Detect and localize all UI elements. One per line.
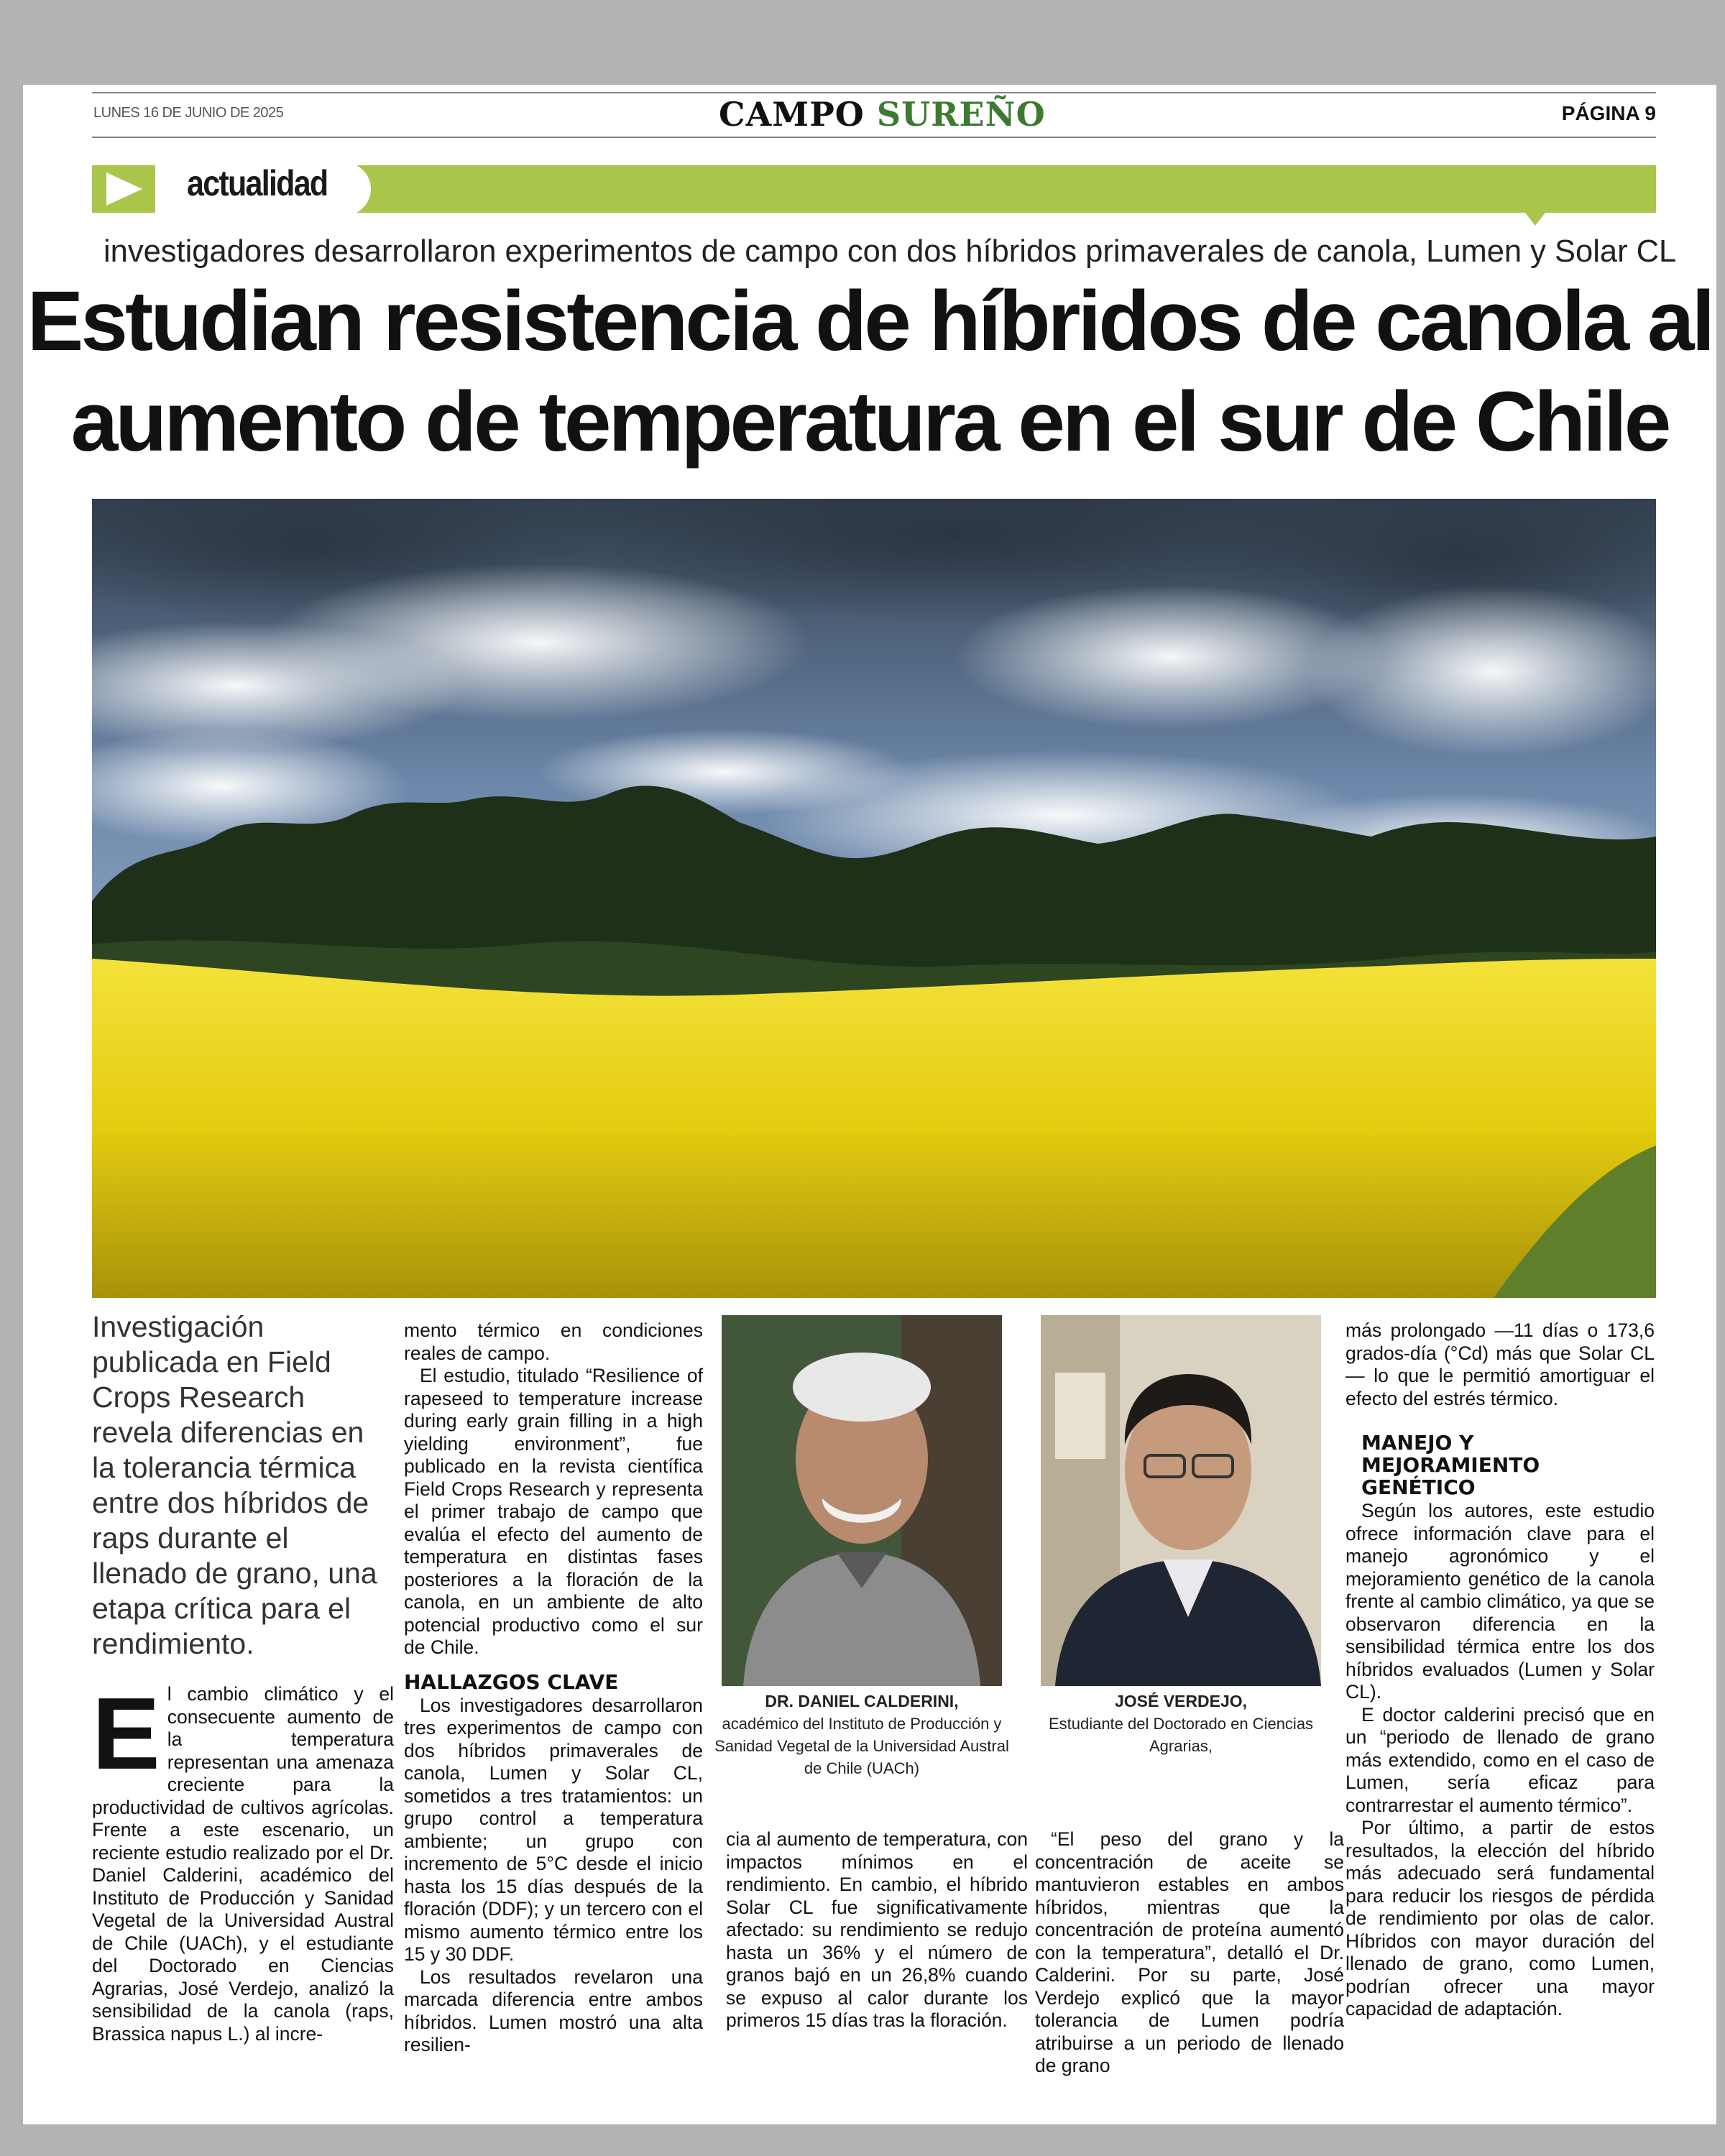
column-5	[1346, 1319, 1655, 2021]
masthead-sureno: SUREÑO	[876, 95, 1046, 134]
section-pointer	[1525, 213, 1545, 226]
headline-line-2: aumento de temperatura en el sur de Chile	[70, 374, 1669, 469]
calderini-caption	[709, 1690, 1015, 1779]
lead-text: Investigación publicada en Field Crops Research revela diferencias en la tolerancia térmica entre dos híbridos de raps durante el llenado de grano, una etapa crítica para el rendimiento.	[92, 1310, 377, 1660]
col2-paragraph-2: El estudio, titulado “Resilience of rapeseed to temperature increase during early grain filling in a high yielding environment”, fue publicado en la revista científica Field Crops Research y representa el primer trabajo de campo que evalúa el efecto del aumento de temperatura en distintas fases posteriores a la floración de la canola, en un ambiente de alto potencial productivo como el sur de Chile.	[404, 1365, 703, 1658]
header-page-number: PÁGINA 9	[1561, 102, 1656, 124]
header-rule-top	[92, 92, 1656, 93]
calderini-portrait	[722, 1315, 1002, 1686]
col1-paragraph-1: l cambio climático y el consecuente aumento de la temperatura representan una amenaza creciente para la productividad de cultivos agrícolas. Frente a este escenario, un reciente estudio realizado por el Dr. Daniel Calderini, académico del Instituto de Producción y Sanidad Vegetal de la Universidad Austral de Chile (UACh), y el estudiante del Doctorado en Ciencias Agrarias, José Verdejo, analizó la sensibilidad de la canola (raps, Brassica napus L.) al incre-	[92, 1683, 394, 2045]
col5-paragraph-3: E doctor calderini precisó que en un “periodo de llenado de grano más extendido, como en el caso de Lumen, sería eficaz para contrarrestar el aumento térmico”.	[1346, 1703, 1655, 1816]
col2-paragraph-1: mento térmico en condiciones reales de campo.	[404, 1319, 703, 1364]
section-play-icon	[92, 165, 155, 213]
drop-cap: E	[92, 1677, 160, 1791]
verdejo-portrait	[1041, 1315, 1321, 1686]
kicker: investigadores desarrollaron experimentos de campo con dos híbridos primaverales de canola, Lumen y Solar CL	[104, 234, 1677, 269]
header-rule-bottom	[92, 137, 1656, 138]
verdejo-caption	[1041, 1690, 1321, 1757]
newspaper-page	[23, 85, 1716, 2124]
header-date: LUNES 16 DE JUNIO DE 2025	[93, 105, 284, 121]
verdejo-name: JOSÉ VERDEJO,	[1114, 1692, 1248, 1710]
headline-line-1: Estudian resistencia de híbridos de canola al	[27, 274, 1713, 369]
column-3	[726, 1828, 1028, 2032]
col4-paragraph-1: “El peso del grano y la concentración de aceite se mantuvieron estables en ambos híbridos, mientras que la concentración de proteína aumentó con la temperatura”, detalló el Dr. Calderini. Por su parte, José Verdejo explicó que la mayor tolerancia de Lumen podría atribuirse a un periodo de llenado de grano	[1035, 1828, 1344, 2076]
col2-paragraph-4: Los resultados revelaron una marcada diferencia entre ambos híbridos. Lumen mostró una alta resilien-	[404, 1966, 703, 2055]
calderini-role: académico del Instituto de Producción y Sanidad Vegetal de la Universidad Austral de Chile (UACh)	[714, 1715, 1009, 1777]
calderini-name: DR. DANIEL CALDERINI,	[765, 1692, 959, 1710]
col3-paragraph-1: cia al aumento de temperatura, con impactos mínimos en el rendimiento. En cambio, el híbrido Solar CL fue significativamente afectado: su rendimiento se redujo hasta un 36% y el número de granos bajó en un 26,8% cuando se expuso al calor durante los primeros 15 días tras la floración.	[726, 1828, 1028, 2031]
col5-paragraph-1: más prolongado —11 días o 173,6 grados-día (°Cd) más que Solar CL— lo que le permitió amortiguar el efecto del estrés térmico.	[1346, 1319, 1655, 1409]
column-1	[92, 1677, 394, 2045]
canola-field-photo	[92, 499, 1656, 1298]
col2-paragraph-3: Los investigadores desarrollaron tres experimentos de campo con dos híbridos primaverales de canola, Lumen y Solar CL, sometidos a tres tratamientos: un grupo control a temperatura ambiente; un grupo con incremento de 5°C desde el inicio hasta los 15 días después de la floración (DDF); y un tercero con el mismo aumento térmico entre los 15 y 30 DDF.	[404, 1694, 703, 1965]
verdejo-role: Estudiante del Doctorado en Ciencias Agrarias,	[1048, 1715, 1314, 1755]
subhead-hallazgos: HALLAZGOS CLAVE	[404, 1669, 619, 1694]
column-2	[404, 1319, 703, 2057]
column-4	[1035, 1828, 1344, 2078]
section-label: actualidad	[187, 163, 328, 203]
col5-paragraph-4: Por último, a partir de estos resultados, la elección del híbrido más adecuado será fundamental para reducir los riesgos de pérdida de rendimiento por olas de calor. Híbridos con mayor duración del llenado de grano, como Lumen, podrían ofrecer una mayor capacidad de adaptación.	[1346, 1817, 1655, 2019]
masthead-campo: CAMPO	[719, 95, 865, 134]
masthead	[719, 95, 1046, 134]
col5-paragraph-2: Según los autores, este estudio ofrece información clave para el manejo agronómico y el mejoramiento genético de la canola frente al cambio climático, ya que se observaron diferencia en la sensibilidad térmica entre los dos híbridos evaluados (Lumen y Solar CL).	[1346, 1500, 1655, 1703]
subhead-manejo: MANEJO Y MEJORAMIENTO GENÉTICO	[1361, 1431, 1540, 1499]
